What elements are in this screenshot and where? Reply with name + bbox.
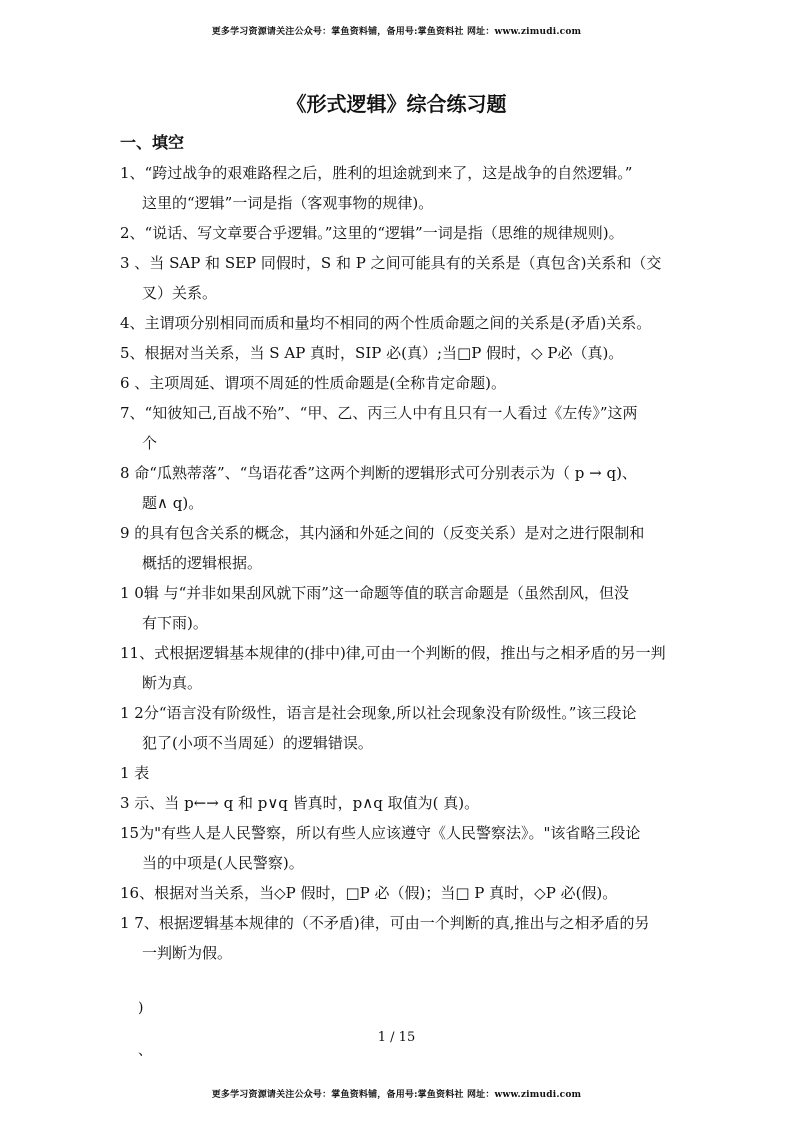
question-item — [120, 218, 680, 248]
question-line: 9 的具有包含关系的概念，其内涵和外延之间的（反变关系）是对之进行限制和 — [120, 524, 645, 542]
question-item — [120, 878, 680, 908]
page-number: 1 / 15 — [377, 1030, 416, 1045]
question-line: 3 、当 SAP 和 SEP 同假时，S 和 P 之间可能具有的关系是（真包含)关系和（交 — [120, 254, 662, 272]
question-line: 8 命“瓜熟蒂落”、“鸟语花香”这两个判断的逻辑形式可分别表示为（ p → q)、 — [120, 464, 637, 482]
question-item — [120, 398, 680, 458]
question-line: 1 7、根据逻辑基本规律的（不矛盾)律，可由一个判断的真,推出与之相矛盾的另 — [120, 914, 650, 932]
question-item — [120, 908, 680, 968]
stray-mark: 、 — [138, 1043, 152, 1059]
question-line: 2、“说话、写文章要合乎逻辑。”这里的“逻辑”一词是指（思维的规律规则)。 — [120, 224, 624, 242]
header-banner: 更多学习资源请关注公众号：掌鱼资料铺，备用号:掌鱼资料社 网址：www.zimudi.com — [211, 27, 582, 37]
question-item — [120, 308, 680, 338]
question-item — [120, 458, 680, 518]
stray-mark: ) — [138, 1000, 144, 1016]
question-line: 6 、主项周延、谓项不周延的性质命题是(全称肯定命题)。 — [120, 374, 507, 392]
question-continuation: 犯了(小项不当周延）的逻辑错误。 — [142, 734, 373, 752]
question-continuation: 这里的“逻辑”一词是指（客观事物的规律)。 — [142, 194, 434, 212]
question-item — [120, 518, 680, 578]
question-line: 7、“知彼知己,百战不殆”、“甲、乙、丙三人中有且只有一人看过《左传》”这两 — [120, 404, 638, 422]
question-line: 11、式根据逻辑基本规律的(排中)律,可由一个判断的假，推出与之相矛盾的另一判 — [120, 644, 666, 662]
question-line: 1 0辑 与“并非如果刮风就下雨”这一命题等值的联言命题是（虽然刮风，但没 — [120, 584, 629, 602]
question-item — [120, 818, 680, 878]
question-line: 1 2分“语言没有阶级性，语言是社会现象,所以社会现象没有阶级性。”该三段论 — [120, 704, 637, 722]
question-continuation: 断为真。 — [142, 674, 203, 692]
question-continuation: 当的中项是(人民警察)。 — [142, 854, 304, 872]
question-item — [120, 788, 680, 818]
question-item — [120, 758, 680, 788]
question-line: 16、根据对当关系，当◇P 假时，□P 必（假)；当□ P 真时，◇P 必(假)。 — [120, 884, 618, 902]
question-line: 3 示、当 p←→ q 和 p∨q 皆真时，p∧q 取值为( 真)。 — [120, 794, 480, 812]
question-list — [120, 158, 680, 968]
question-item — [120, 638, 680, 698]
question-item — [120, 248, 680, 308]
question-continuation: 有下雨)。 — [142, 614, 208, 632]
question-continuation: 概括的逻辑根据。 — [142, 554, 263, 572]
question-continuation: 个 — [142, 434, 158, 452]
section-heading: 一、填空 — [120, 133, 185, 152]
question-line: 5、根据对当关系，当 S AP 真时，SIP 必(真）;当□P 假时，◇ P必（真)。 — [120, 344, 624, 362]
question-line: 1 表 — [120, 764, 150, 782]
question-line: 4、主谓项分别相同而质和量均不相同的两个性质命题之间的关系是(矛盾)关系。 — [120, 314, 652, 332]
footer-banner: 更多学习资源请关注公众号：掌鱼资料铺，备用号:掌鱼资料社 网址：www.zimudi.com — [211, 1090, 582, 1100]
question-item — [120, 338, 680, 368]
question-line: 15为"有些人是人民警察，所以有些人应该遵守《人民警察法》。"该省略三段论 — [120, 824, 641, 842]
question-continuation: 题∧ q)。 — [142, 494, 204, 512]
question-continuation: 一判断为假。 — [142, 944, 233, 962]
question-line: 1、“跨过战争的艰难路程之后，胜利的坦途就到来了，这是战争的自然逻辑。” — [120, 164, 633, 182]
page-title: 《形式逻辑》综合练习题 — [286, 92, 507, 116]
question-item — [120, 368, 680, 398]
question-item — [120, 698, 680, 758]
question-item — [120, 158, 680, 218]
question-item — [120, 578, 680, 638]
question-continuation: 叉）关系。 — [142, 284, 218, 302]
